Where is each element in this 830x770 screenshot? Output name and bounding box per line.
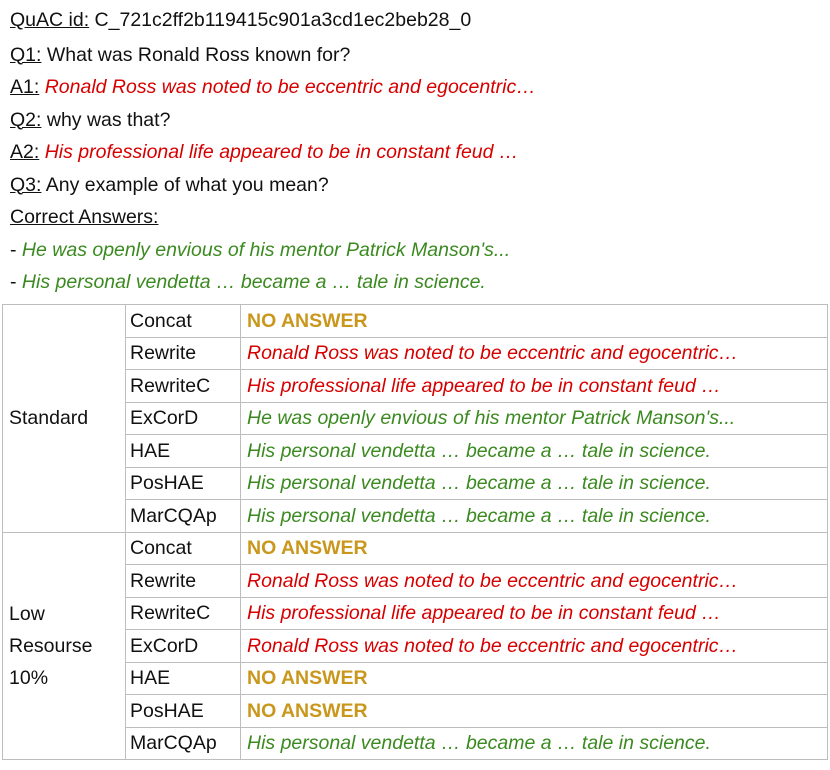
table-row [3,305,828,338]
table-row [3,565,828,598]
question-1 [10,39,536,72]
a2-text: His professional life appeared to be in constant feud … [44,141,519,163]
table-row [3,727,828,760]
table-row [3,662,828,695]
model-name-cell: RewriteC [126,370,241,403]
correct-answer-1 [10,234,536,267]
model-name-cell: RewriteC [126,597,241,630]
model-name-cell: ExCorD [126,402,241,435]
model-name-cell: PosHAE [126,467,241,500]
correct-answer-cell: His personal vendetta … became a … tale in science. [241,500,828,533]
correct-answer-cell: His personal vendetta … became a … tale in science. [241,727,828,760]
table-row [3,337,828,370]
dialogue-header [10,4,536,299]
no-answer-cell: NO ANSWER [241,305,828,338]
group-label-line: Standard [9,407,89,430]
correct-answers-label: Correct Answers: [10,206,159,228]
model-name-cell: MarCQAp [126,500,241,533]
correct-answer-2 [10,266,536,299]
model-name-cell: Concat [126,305,241,338]
a1-text: Ronald Ross was noted to be eccentric and egocentric… [44,76,536,98]
model-name-cell: Rewrite [126,337,241,370]
quac-id-line [10,4,536,37]
q2-label: Q2: [10,108,42,131]
answer-1 [10,71,536,104]
group-label-line: Resourse [9,634,93,657]
bullet-dash: - [10,271,22,293]
model-name-cell: Concat [126,532,241,565]
no-answer-cell: NO ANSWER [241,695,828,728]
model-name-cell: Rewrite [126,565,241,598]
correct-answer-cell: His personal vendetta … became a … tale in science. [241,467,828,500]
quac-id-label: QuAC id: [10,9,90,31]
table-row [3,500,828,533]
quac-id-value: C_721c2ff2b119415c901a3cd1ec2beb28_0 [94,9,472,31]
wrong-answer-cell: Ronald Ross was noted to be eccentric and egocentric… [241,337,828,370]
q2-text: why was that? [46,108,171,131]
model-name-cell: HAE [126,662,241,695]
q1-label: Q1: [10,43,42,66]
wrong-answer-cell: Ronald Ross was noted to be eccentric and egocentric… [241,565,828,598]
group-label-cell [3,532,126,760]
model-name-cell: HAE [126,435,241,468]
wrong-answer-cell: His professional life appeared to be in constant feud … [241,370,828,403]
table-row [3,370,828,403]
model-name-cell: MarCQAp [126,727,241,760]
group-label-line: Low [9,602,45,625]
table-row [3,467,828,500]
q1-text: What was Ronald Ross known for? [46,43,351,66]
table-row [3,597,828,630]
no-answer-cell: NO ANSWER [241,662,828,695]
correct-answer-2-text: His personal vendetta … became a … tale in science. [21,271,486,293]
correct-answers-heading [10,201,536,234]
a1-label: A1: [10,76,40,98]
table-body [3,305,828,760]
bullet-dash: - [10,238,22,261]
model-name-cell: ExCorD [126,630,241,663]
table-row [3,435,828,468]
q3-label: Q3: [10,173,42,196]
a2-label: A2: [10,141,40,163]
group-label-line: 10% [9,666,49,689]
group-label-cell [3,305,126,533]
question-2 [10,104,536,137]
correct-answer-cell: His personal vendetta … became a … tale in science. [241,435,828,468]
table-row [3,402,828,435]
table-row [3,630,828,663]
correct-answer-1-text: He was openly envious of his mentor Patrick Manson's... [21,238,511,261]
correct-answer-cell: He was openly envious of his mentor Patrick Manson's... [241,402,828,435]
answer-2 [10,136,536,169]
table-row [3,695,828,728]
model-name-cell: PosHAE [126,695,241,728]
no-answer-cell: NO ANSWER [241,532,828,565]
question-3 [10,169,536,202]
table-row [3,532,828,565]
wrong-answer-cell: Ronald Ross was noted to be eccentric and egocentric… [241,630,828,663]
model-predictions-table [2,304,828,760]
q3-text: Any example of what you mean? [45,173,329,196]
wrong-answer-cell: His professional life appeared to be in constant feud … [241,597,828,630]
